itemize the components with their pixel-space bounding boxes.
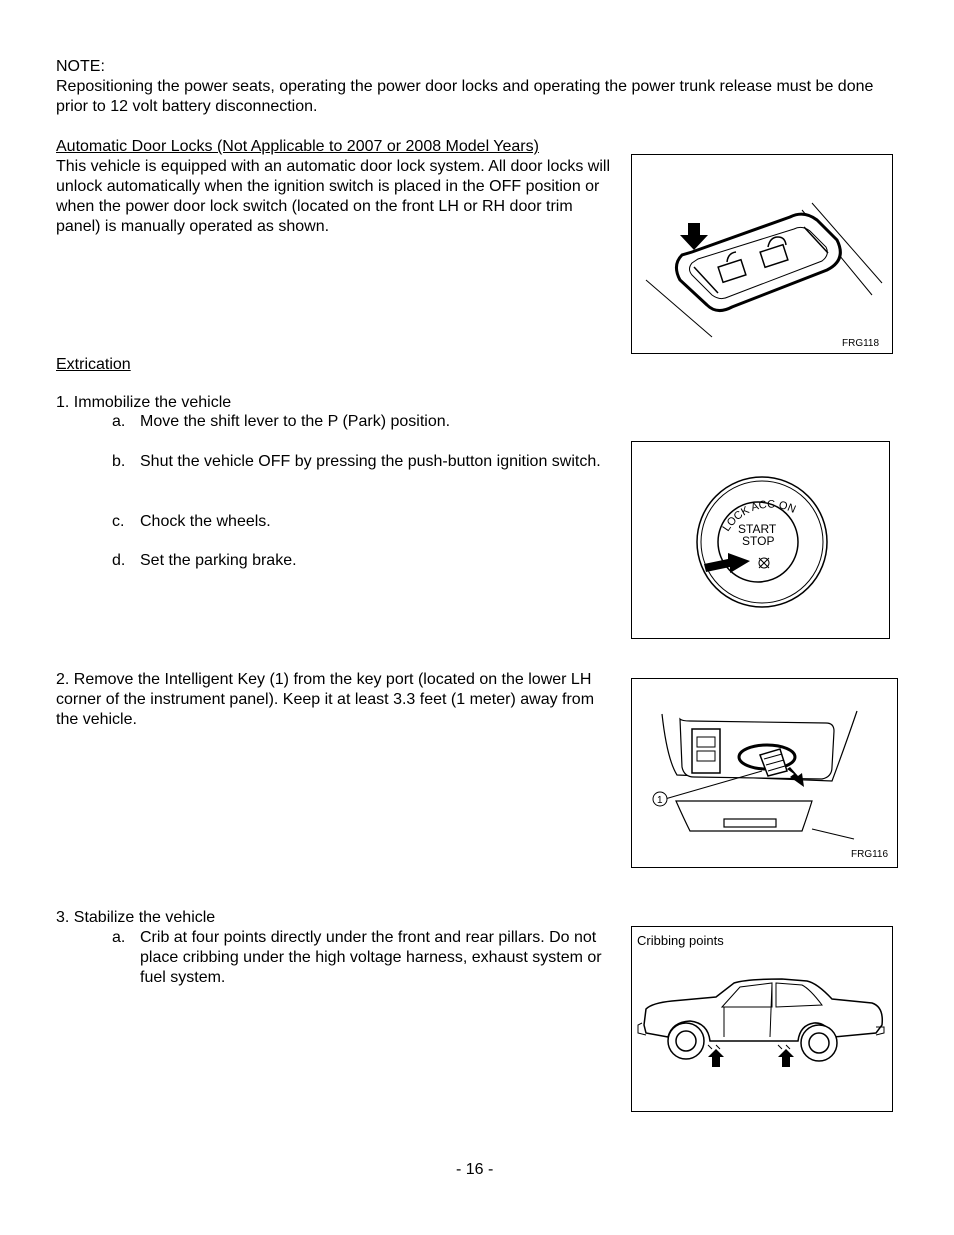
item-letter: d. [112,552,126,569]
item-letter: a. [112,413,126,430]
item-letter: c. [112,513,125,530]
cribbing-points-figure [631,926,893,1112]
step3-title: 3. Stabilize the vehicle [56,909,216,926]
step2-text: 2. Remove the Intelligent Key (1) from the key port (located on the lower LH corner of the instrument panel). Keep it at least 3.3 feet (1 meter) away from the vehicle. [56,671,595,728]
key-port-figure [631,678,898,868]
cribbing-caption: Cribbing points [637,933,724,948]
item-text: Chock the wheels. [140,513,271,530]
ignition-ring-text: LOCK ACC ON [720,498,798,534]
ignition-switch-illustration [632,442,891,640]
note-heading: NOTE: [56,58,105,75]
callout-label: 1 [657,795,663,806]
auto-locks-heading: Automatic Door Locks (Not Applicable to 2007 or 2008 Model Years) [56,138,539,155]
item-letter: a. [112,929,126,946]
extrication-heading: Extrication [56,356,131,373]
item-text: Crib at four points directly under the front and rear pillars. Do not place cribbing under the high voltage harness, exhaust system or fuel system. [140,929,602,986]
figure-code-frg116: FRG116 [851,849,889,860]
figure-code-frg118: FRG118 [842,338,880,349]
ignition-switch-figure [631,441,890,639]
item-letter: b. [112,453,126,470]
key-port-illustration [632,679,899,869]
step1-title: 1. Immobilize the vehicle [56,394,232,411]
door-lock-switch-figure [631,154,893,354]
page-number: - 16 - [456,1161,494,1178]
item-text: Set the parking brake. [140,552,297,569]
door-lock-switch-illustration [632,155,894,355]
ignition-stop-label: STOP [742,534,775,548]
ignition-start-label: START [738,522,777,536]
item-text: Shut the vehicle OFF by pressing the push-button ignition switch. [140,453,601,470]
note-text: Repositioning the power seats, operating the power door locks and operating the power trunk release must be done prior to 12 volt battery disconnection. [56,78,874,115]
car-side-illustration [632,927,894,1113]
item-text: Move the shift lever to the P (Park) position. [140,413,451,430]
auto-locks-text: This vehicle is equipped with an automatic door lock system. All door locks will unlock automatically when the ignition switch is placed in the OFF position or when the power door lock switch (located on the front LH or RH door trim panel) is manually operated as shown. [56,158,611,235]
